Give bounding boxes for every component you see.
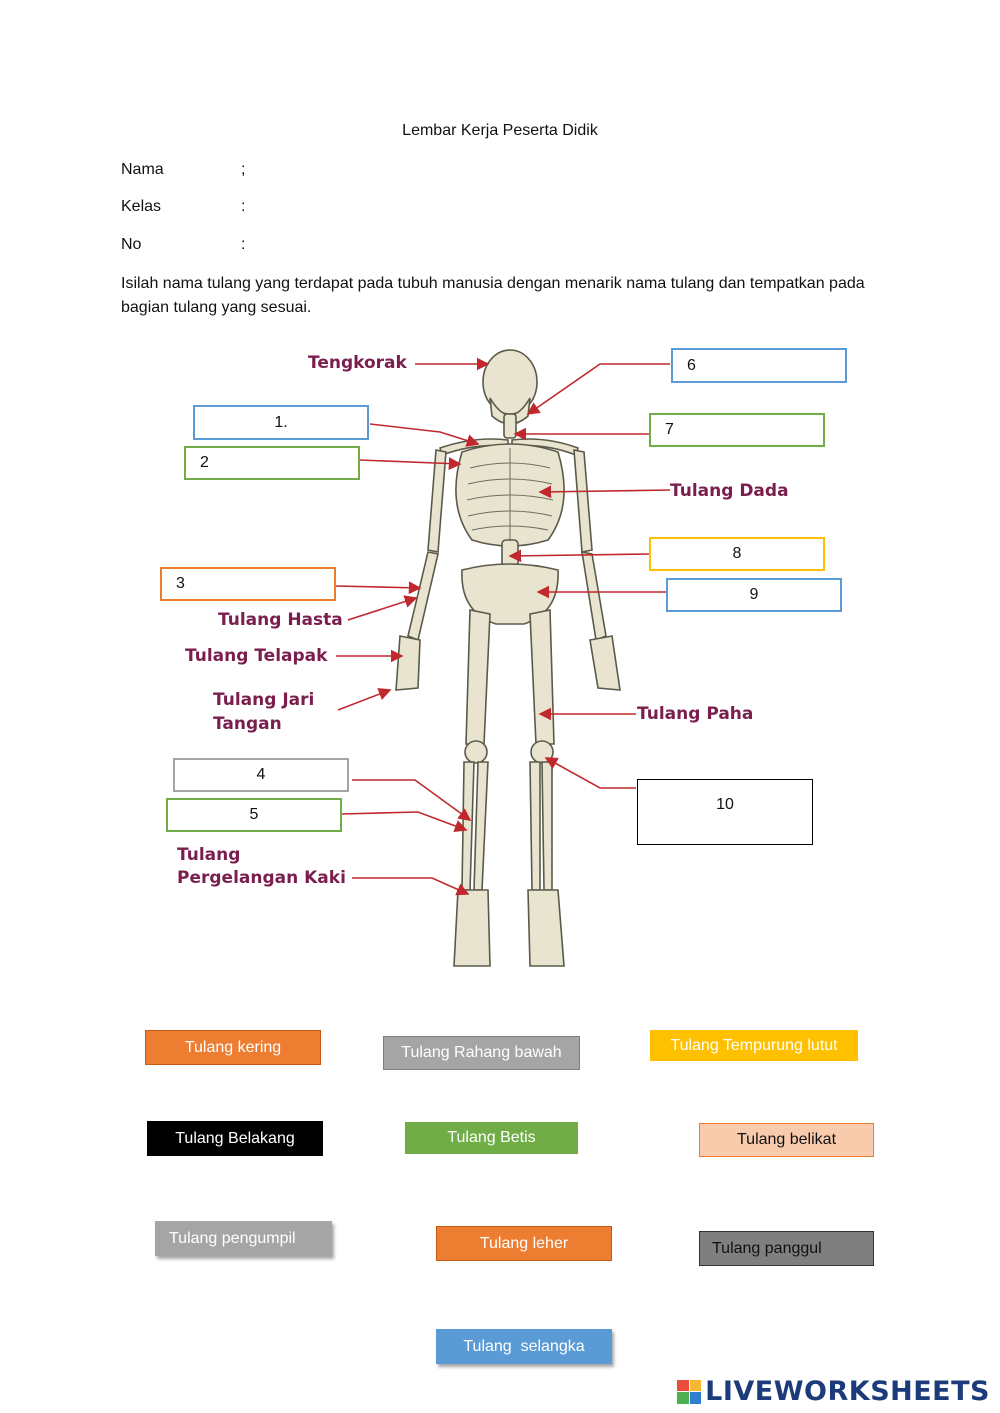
- drop-box-number: 10: [716, 796, 734, 813]
- label-tulang-jari-line1: Tulang Jari: [213, 690, 315, 710]
- drop-box-7[interactable]: [649, 413, 825, 447]
- drop-box-number: 7: [665, 421, 674, 438]
- liveworksheets-logo-icon: [677, 1380, 701, 1404]
- drop-box-8[interactable]: [649, 537, 825, 571]
- field-label-kelas: Kelas: [121, 198, 162, 215]
- label-tulang-telapak: Tulang Telapak: [185, 646, 328, 666]
- option-tulang-leher[interactable]: Tulang leher: [436, 1226, 612, 1261]
- drop-box-number: 4: [256, 766, 266, 783]
- label-tengkorak: Tengkorak: [308, 353, 407, 373]
- instruction-text: Isilah nama tulang yang terdapat pada tubuh manusia dengan menarik nama tulang dan tempatkan pada bagian tulang yang sesuai.: [121, 275, 865, 316]
- drop-box-number: 3: [176, 575, 185, 592]
- option-tulang-kering[interactable]: Tulang kering: [145, 1030, 321, 1065]
- drop-box-3[interactable]: [160, 567, 336, 601]
- label-tulang-kaki-line2: Pergelangan Kaki: [177, 868, 346, 888]
- drop-box-number: 8: [732, 545, 742, 562]
- option-tulang-panggul[interactable]: Tulang panggul: [699, 1231, 874, 1266]
- label-tulang-paha: Tulang Paha: [637, 704, 754, 724]
- drop-box-number: 9: [749, 586, 759, 603]
- page-title: Lembar Kerja Peserta Didik: [402, 122, 598, 139]
- field-sep-nama: ;: [241, 161, 246, 178]
- drop-box-5[interactable]: [166, 798, 342, 832]
- label-tulang-hasta: Tulang Hasta: [218, 610, 343, 630]
- skeleton-illustration: [396, 350, 620, 966]
- drop-box-4[interactable]: [173, 758, 349, 792]
- liveworksheets-wordmark: LIVEWORKSHEETS: [705, 1376, 990, 1407]
- liveworksheets-logo: [677, 1376, 990, 1407]
- drop-box-number: 5: [249, 806, 259, 823]
- field-sep-kelas: :: [241, 198, 246, 215]
- drop-box-9[interactable]: [666, 578, 842, 612]
- label-tulang-dada: Tulang Dada: [670, 481, 789, 501]
- field-label-nama: Nama: [121, 161, 164, 178]
- field-label-no: No: [121, 236, 142, 253]
- option-tulang-belakang[interactable]: Tulang Belakang: [147, 1121, 323, 1156]
- drop-box-1[interactable]: [193, 405, 369, 440]
- option-tulang-rahang-bawah[interactable]: Tulang Rahang bawah: [383, 1036, 580, 1070]
- drop-box-number: 1.: [274, 413, 288, 431]
- field-sep-no: :: [241, 236, 246, 253]
- option-tulang-selangka[interactable]: Tulang selangka: [436, 1329, 612, 1364]
- drop-box-6[interactable]: [671, 348, 847, 383]
- drop-box-number: 2: [200, 454, 209, 471]
- option-tulang-betis[interactable]: Tulang Betis: [405, 1122, 578, 1154]
- option-tulang-belikat[interactable]: Tulang belikat: [699, 1123, 874, 1157]
- drop-box-number: 6: [687, 356, 696, 374]
- drop-box-10[interactable]: [637, 779, 813, 845]
- drop-box-2[interactable]: [184, 446, 360, 480]
- label-tulang-kaki-line1: Tulang: [177, 845, 241, 865]
- label-tulang-jari-line2: Tangan: [213, 714, 282, 734]
- option-tulang-tempurung-lutut[interactable]: Tulang Tempurung lutut: [650, 1030, 858, 1061]
- option-tulang-pengumpil[interactable]: Tulang pengumpil: [155, 1221, 332, 1256]
